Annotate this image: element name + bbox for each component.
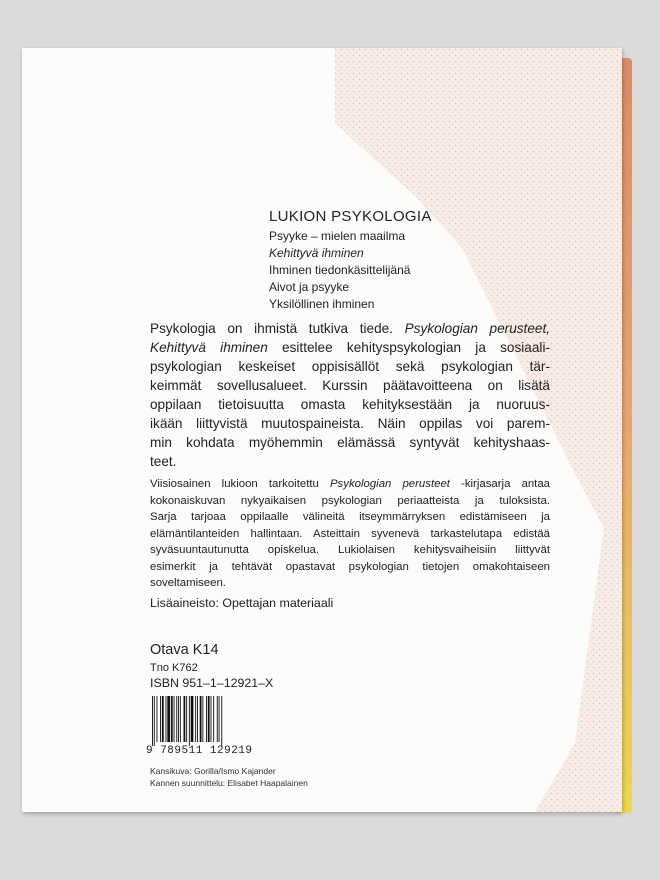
main-description-line: oppilaan tietoisuutta omasta kehityksestään ja nuoruus- — [150, 397, 550, 412]
main-description-line: psykologian keskeiset oppisisällöt sekä psykologian tär- — [150, 359, 550, 374]
series-description — [150, 476, 550, 592]
main-description-line — [150, 338, 550, 357]
book-title-italic: Psykologian perusteet, — [404, 321, 551, 336]
barcode-bar — [162, 696, 164, 742]
barcode-bar — [208, 696, 210, 742]
barcode-bar — [195, 696, 196, 742]
series-description-text: -kirjasarja antaa — [449, 478, 550, 490]
barcode — [146, 696, 274, 746]
barcode-bar — [221, 696, 222, 746]
barcode-bar — [180, 696, 181, 742]
barcode-bar — [186, 696, 187, 742]
barcode-bar — [152, 696, 153, 746]
series-item-4: Aivot ja psyyke — [269, 280, 350, 294]
series-title: LUKION PSYKOLOGIA — [269, 208, 432, 225]
barcode-bar — [174, 696, 175, 742]
main-description-line — [150, 319, 550, 338]
barcode-bar — [219, 696, 220, 742]
series-description-line: kokonaiskuvan nykyaikaisen psykologian periaatteista ja tuloksista. — [150, 494, 550, 507]
series-description-line: Sarja tarjoaa oppilaalle välineitä itseymmärryksen edistämiseen ja — [150, 511, 550, 523]
barcode-bar — [166, 696, 167, 742]
barcode-bar — [167, 696, 170, 742]
barcode-bar — [213, 696, 214, 742]
series-description-text: Viisiosainen lukioon tarkoitettu — [150, 478, 330, 490]
barcode-bar — [160, 696, 161, 742]
barcode-digits: 9 789511 129219 — [146, 745, 253, 757]
barcode-bar — [206, 696, 207, 742]
barcode-bar — [154, 696, 155, 746]
barcode-bar — [197, 696, 198, 742]
isbn: ISBN 951–1–12921–X — [150, 676, 274, 690]
barcode-bar — [191, 696, 194, 742]
main-description-line: teet. — [150, 454, 177, 469]
main-description-line: min kohdata myöhemmin elämässä syntyvät kehityshaas- — [150, 435, 550, 450]
barcode-bar — [176, 696, 177, 742]
extra-material: Lisäaineisto: Opettajan materiaali — [150, 596, 334, 610]
barcode-bar — [184, 696, 186, 742]
tno-code: Tno K762 — [150, 662, 198, 674]
barcode-bar — [217, 696, 218, 742]
book-back-cover — [22, 48, 622, 812]
barcode-bar — [171, 696, 173, 742]
main-description-line: keimmät sovellusalueet. Kurssin päätavoitteena on lisätä — [150, 378, 550, 393]
barcode-bar — [200, 696, 202, 742]
barcode-bar — [178, 696, 179, 742]
main-description-line: ikään liittyvistä muutospaineista. Näin oppilas voi parem- — [150, 416, 550, 431]
series-name-italic: Psykologian perusteet — [329, 478, 450, 490]
series-description-line: elämäntilanteiden hallintaan. Asteittain syvenevä tarkastelutapa edistää — [150, 527, 550, 540]
series-item-3: Ihminen tiedonkäsittelijänä — [269, 263, 411, 277]
main-description-text: esittelee kehityspsykologian ja sosiaali- — [267, 340, 550, 355]
publisher-code: Otava K14 — [150, 642, 219, 658]
book-subtitle-italic: Kehittyvä ihminen — [150, 340, 268, 355]
cover-image-credit: Kansikuva: Gorilla/Ismo Kajander — [150, 766, 276, 776]
series-description-line: syväsuuntautunutta opiskelua. Lukiolaisen kehitysvaiheisiin liittyvät — [150, 544, 550, 556]
series-item-1: Psyyke – mielen maailma — [269, 229, 406, 243]
barcode-bar — [189, 696, 190, 746]
cover-design-credit: Kannen suunnittelu: Elisabet Haapalainen — [150, 778, 308, 788]
barcode-bar — [202, 696, 203, 742]
main-description-text: Psykologia on ihmistä tutkiva tiede. — [150, 321, 405, 336]
barcode-bar — [157, 696, 158, 742]
main-description — [150, 319, 550, 471]
series-item-5: Yksilöllinen ihminen — [269, 297, 375, 311]
series-description-line — [150, 476, 550, 493]
series-description-line: esimerkit ja tehtävät opastavat psykologian tietojen omakohtaiseen — [150, 560, 550, 573]
barcode-bar — [211, 696, 212, 742]
series-item-2-current: Kehittyvä ihminen — [269, 246, 364, 260]
series-description-line: soveltamiseen. — [150, 577, 226, 589]
